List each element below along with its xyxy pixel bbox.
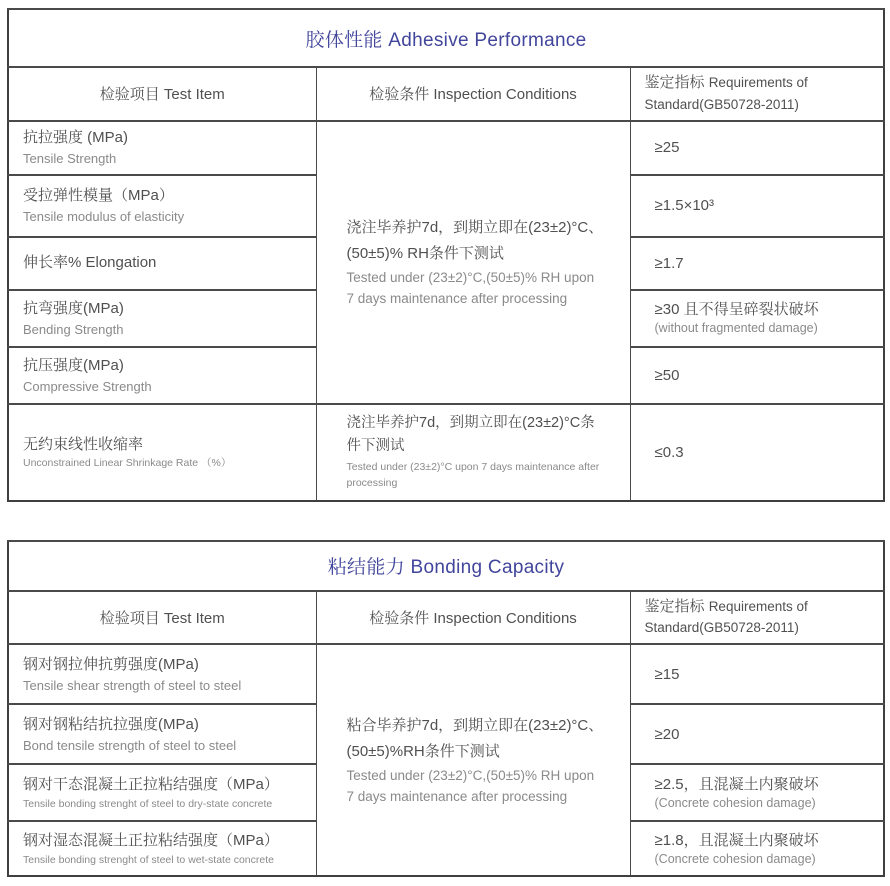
test-item-shrinkage-rate	[8, 404, 316, 501]
table-row	[8, 404, 884, 501]
condition-text-en: Tested under (23±2)°C,(50±5)% RH upon 7 days maintenance after processing	[346, 270, 595, 306]
column-header-requirements	[630, 591, 884, 645]
test-item-label-en: Tensile Strength	[23, 151, 117, 167]
requirements-header-zh: 鉴定指标	[644, 74, 705, 91]
test-item-bending-strength	[8, 290, 316, 347]
test-item-tensile-strength	[8, 121, 316, 175]
column-header-inspection-conditions: 检验条件 Inspection Conditions	[316, 67, 630, 121]
requirement-bending-strength: ≥30 且不得呈碎裂状破坏 (without fragmented damage)	[630, 290, 884, 347]
table-row	[8, 644, 884, 704]
inspection-condition-cell-shrinkage	[316, 404, 630, 501]
requirement-compressive-strength: ≥50	[630, 347, 884, 404]
bonding-capacity-table	[7, 540, 885, 878]
test-item-label-zh: 抗拉强度 (MPa)	[23, 129, 129, 147]
requirement-steel-steel-bond-tensile: ≥20	[630, 704, 884, 764]
table-title-adhesive-performance: 胶体性能 Adhesive Performance	[8, 9, 884, 67]
test-item-label-zh: 钢对钢拉伸抗剪强度(MPa)	[23, 655, 199, 673]
adhesive-performance-table	[7, 8, 885, 502]
condition-text-zh: 浇注毕养护7d，到期立即在(23±2)°C条件下测试	[346, 415, 595, 455]
test-item-label-en: Bending Strength	[23, 321, 124, 337]
condition-text-en: Tested under (23±2)°C,(50±5)% RH upon 7 days maintenance after processing	[346, 768, 595, 804]
requirement-steel-wet-concrete: ≥1.8，且混凝土内聚破坏 (Concrete cohesion damage)	[630, 821, 884, 876]
column-header-requirements	[630, 67, 884, 121]
requirements-header-en: Requirements of Standard(GB50728-2011)	[644, 598, 808, 636]
condition-text-en: Tested under (23±2)°C upon 7 days maintenance after processing	[346, 461, 600, 490]
table-title-bonding-capacity: 粘结能力 Bonding Capacity	[8, 541, 884, 591]
requirement-tensile-modulus: ≥1.5×10³	[630, 175, 884, 237]
requirement-steel-steel-shear: ≥15	[630, 644, 884, 704]
requirements-header-en: Requirements of Standard(GB50728-2011)	[644, 75, 808, 112]
table-row	[8, 121, 884, 175]
column-header-test-item: 检验项目 Test Item	[8, 591, 316, 645]
inspection-condition-cell	[316, 644, 630, 876]
requirement-elongation: ≥1.7	[630, 237, 884, 290]
requirements-header-zh: 鉴定指标	[644, 597, 705, 615]
test-item-steel-wet-concrete	[8, 821, 316, 876]
test-item-label-zh: 抗弯强度(MPa)	[23, 299, 124, 317]
test-item-label-zh: 无约束线性收缩率	[23, 435, 144, 453]
requirement-tensile-strength: ≥25	[630, 121, 884, 175]
condition-text-zh: 粘合毕养护7d，到期立即在(23±2)°C、(50±5)%RH条件下测试	[346, 717, 604, 760]
test-item-label-en: Tensile bonding strenght of steel to wet-state concrete	[23, 853, 274, 866]
inspection-condition-cell	[316, 121, 630, 404]
test-item-label-zh: 伸长率% Elongation	[23, 254, 157, 272]
test-item-label-zh: 钢对干态混凝土正拉粘结强度（MPa）	[23, 776, 279, 794]
test-item-label-zh: 抗压强度(MPa)	[23, 356, 124, 374]
test-item-steel-steel-bond-tensile	[8, 704, 316, 764]
test-item-label-zh: 钢对湿态混凝土正拉粘结强度（MPa）	[23, 832, 279, 850]
test-item-label-zh: 受拉弹性模量（MPa）	[23, 187, 174, 205]
requirement-steel-dry-concrete: ≥2.5，且混凝土内聚破坏 (Concrete cohesion damage)	[630, 764, 884, 821]
test-item-label-en: Bond tensile strength of steel to steel	[23, 737, 237, 753]
requirement-shrinkage-rate: ≤0.3	[630, 404, 884, 501]
condition-text-zh: 浇注毕养护7d，到期立即在(23±2)°C、(50±5)% RH条件下测试	[346, 219, 604, 262]
test-item-steel-dry-concrete	[8, 764, 316, 821]
test-item-label-en: Compressive Strength	[23, 378, 152, 394]
column-header-inspection-conditions: 检验条件 Inspection Conditions	[316, 591, 630, 645]
test-item-steel-steel-shear	[8, 644, 316, 704]
test-item-label-en: Tensile modulus of elasticity	[23, 209, 185, 225]
test-item-label-zh: 钢对钢粘结抗拉强度(MPa)	[23, 715, 199, 733]
test-item-label-en: Tensile shear strength of steel to steel	[23, 677, 242, 693]
test-item-compressive-strength	[8, 347, 316, 404]
test-item-label-en: Tensile bonding strenght of steel to dry-state concrete	[23, 797, 273, 810]
test-item-elongation	[8, 237, 316, 290]
test-item-label-en: Unconstrained Linear Shrinkage Rate （%）	[23, 457, 232, 470]
column-header-test-item: 检验项目 Test Item	[8, 67, 316, 121]
test-item-tensile-modulus	[8, 175, 316, 237]
